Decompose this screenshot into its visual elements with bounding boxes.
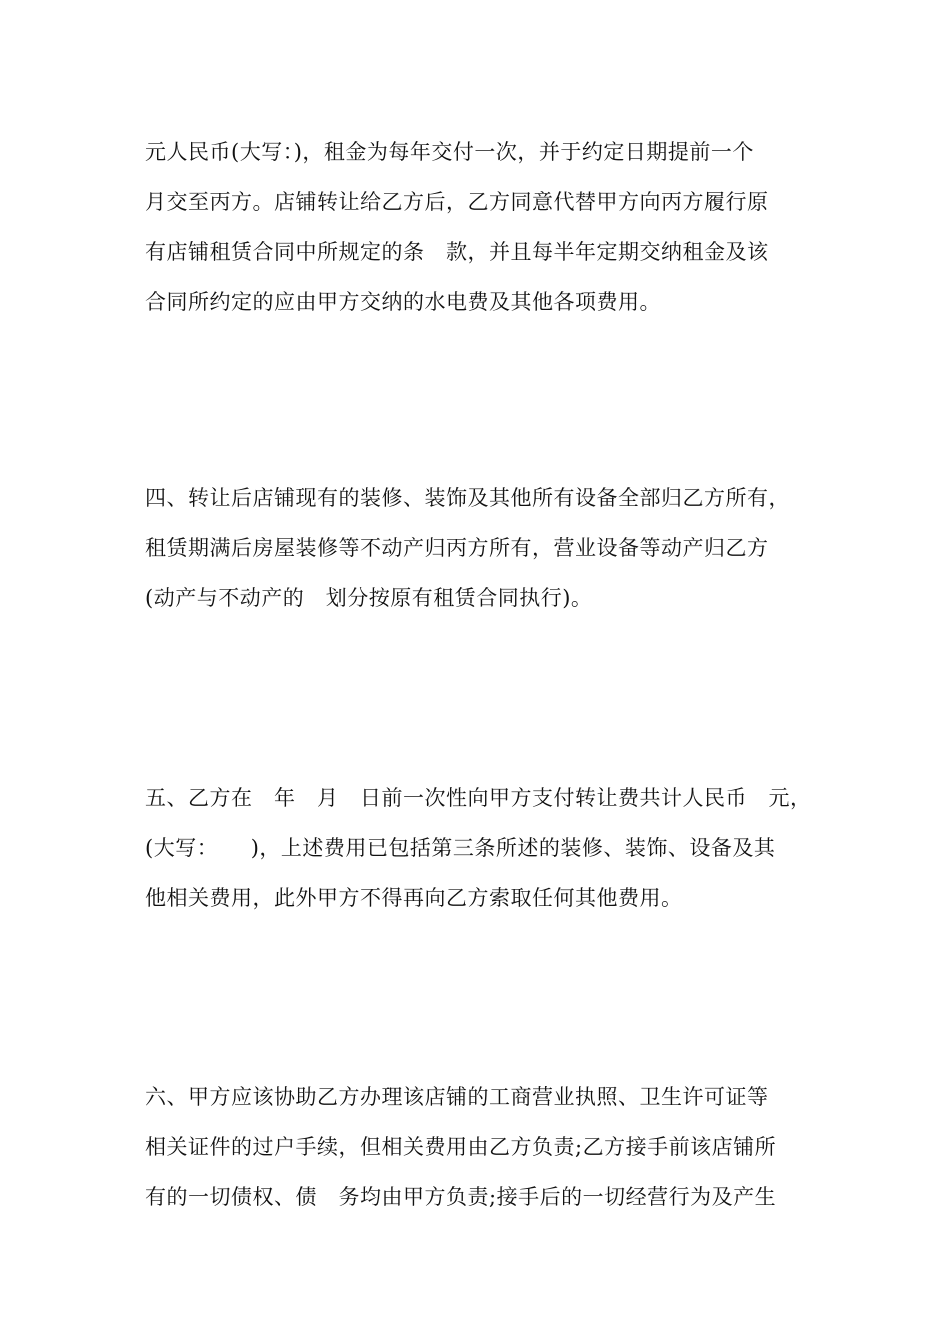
- text-line: 五、乙方在 年 月 日前一次性向甲方支付转让费共计人民币 元，: [145, 786, 812, 810]
- text-line: 他相关费用，此外甲方不得再向乙方索取任何其他费用。: [145, 886, 683, 910]
- text-line: 合同所约定的应由甲方交纳的水电费及其他各项费用。: [145, 290, 661, 314]
- text-line: 有的一切债权、债 务均由甲方负责;接手后的一切经营行为及产生: [145, 1185, 777, 1209]
- text-line: 元人民币(大写：)，租金为每年交付一次，并于约定日期提前一个: [145, 140, 754, 164]
- text-line: 六、甲方应该协助乙方办理该店铺的工商营业执照、卫生许可证等: [145, 1085, 769, 1109]
- paragraph-clause-six: [145, 1072, 815, 1222]
- text-line: (大写： )，上述费用已包括第三条所述的装修、装饰、设备及其: [145, 836, 776, 860]
- text-line: 月交至丙方。店铺转让给乙方后，乙方同意代替甲方向丙方履行原: [145, 190, 769, 214]
- paragraph-rent-terms: [145, 127, 815, 327]
- paragraph-clause-five: [145, 773, 815, 923]
- text-line: (动产与不动产的 划分按原有租赁合同执行)。: [145, 586, 593, 610]
- text-line: 四、转让后店铺现有的装修、装饰及其他所有设备全部归乙方所有，: [145, 486, 790, 510]
- text-line: 有店铺租赁合同中所规定的条 款，并且每半年定期交纳租金及该: [145, 240, 769, 264]
- text-line: 相关证件的过户手续，但相关费用由乙方负责;乙方接手前该店铺所: [145, 1135, 777, 1159]
- paragraph-clause-four: [145, 473, 815, 623]
- text-line: 租赁期满后房屋装修等不动产归丙方所有，营业设备等动产归乙方: [145, 536, 769, 560]
